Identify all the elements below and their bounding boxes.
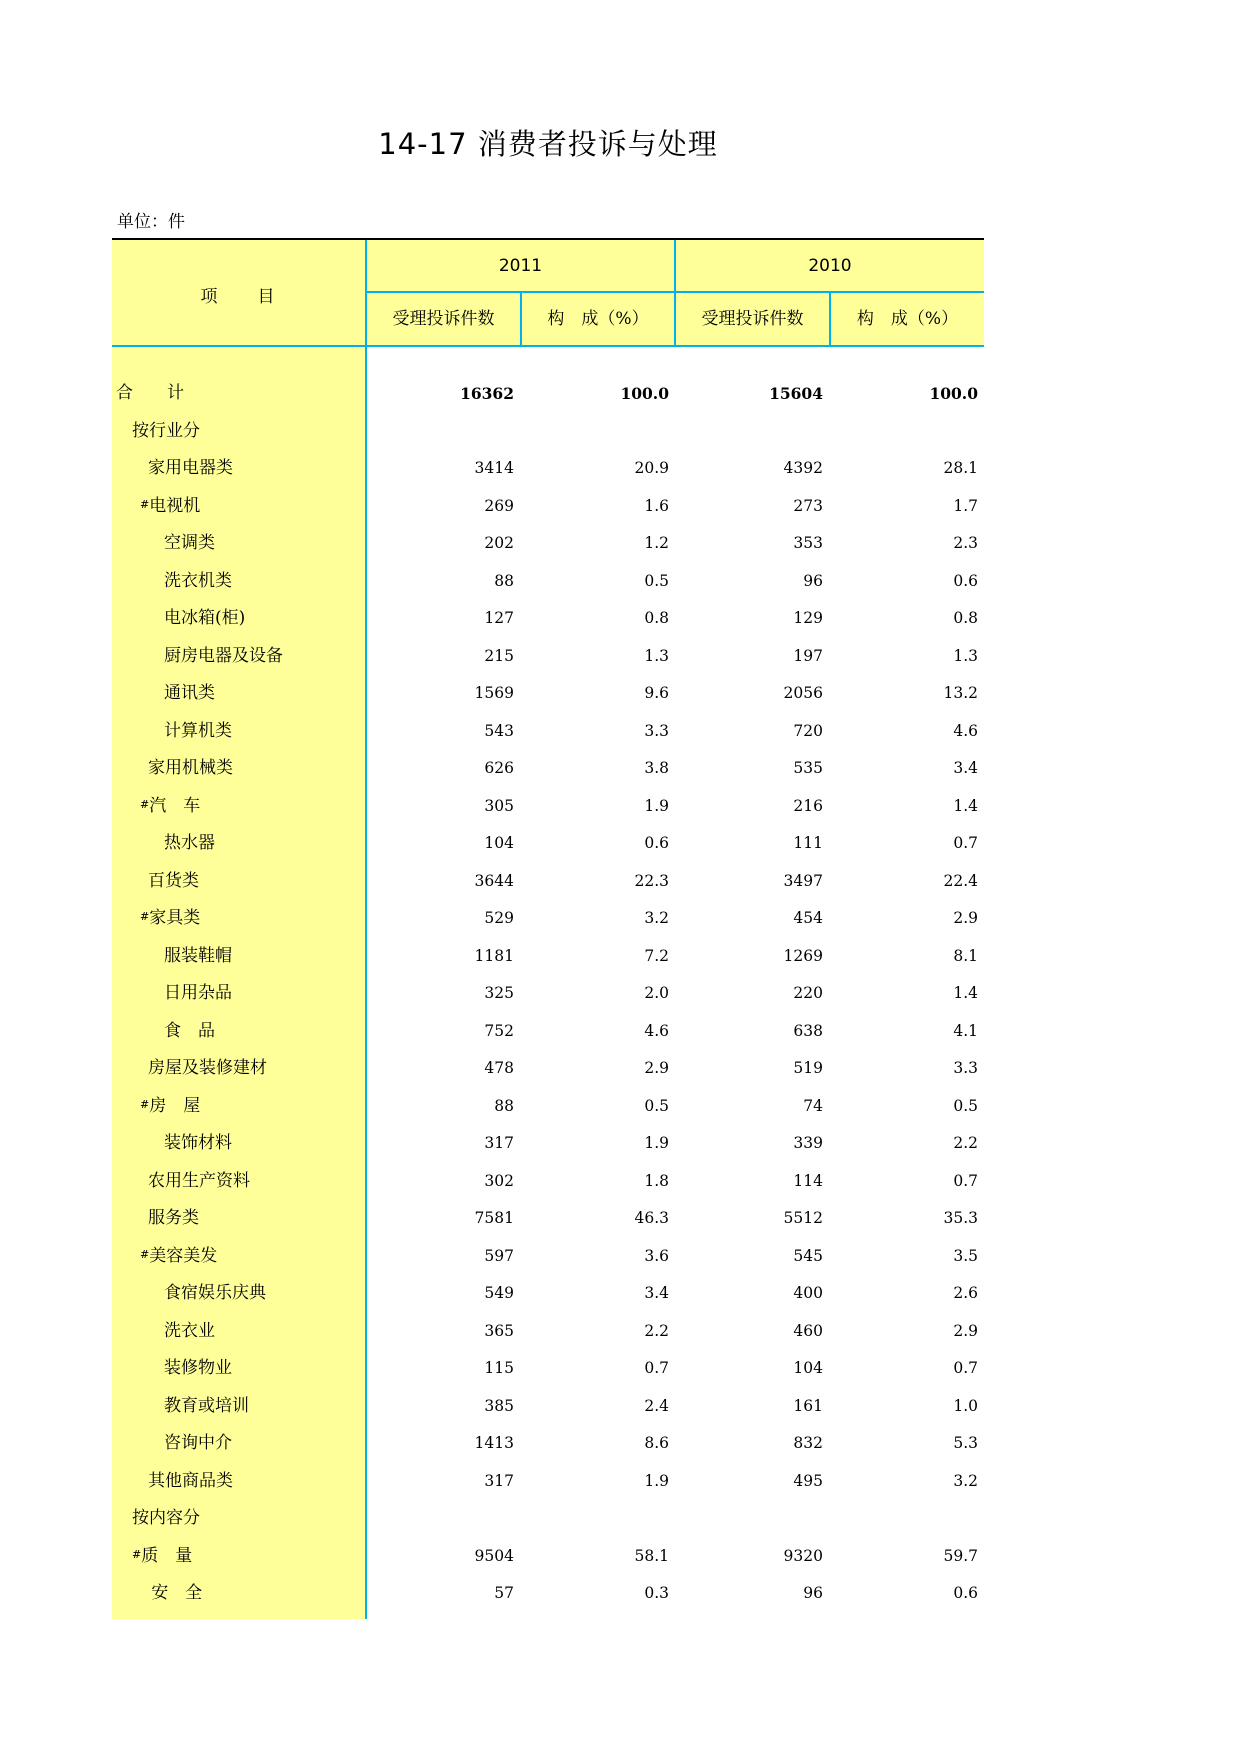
row-label-text: 房屋及装修建材 <box>148 1058 267 1078</box>
row-label-text: 电冰箱(柜) <box>164 608 246 628</box>
table-row <box>112 413 984 451</box>
table-row <box>112 1275 984 1313</box>
cell-2010-share: 3.4 <box>953 759 978 777</box>
row-label <box>151 1575 202 1613</box>
row-label-text: 其他商品类 <box>148 1470 233 1491</box>
cell-2011-share: 1.9 <box>644 1471 669 1490</box>
row-label <box>116 375 184 413</box>
year-2011-header: 2011 <box>367 240 674 292</box>
row-label <box>164 638 283 676</box>
cell-2011-count: 543 <box>484 721 514 740</box>
cell-2011-share: 2.2 <box>644 1321 669 1340</box>
cell-2010-count: 74 <box>803 1096 823 1115</box>
cell-2011-share: 0.5 <box>644 571 669 590</box>
cell-2011-count: 88 <box>494 1096 514 1115</box>
cell-2010-count: 96 <box>803 571 823 590</box>
table-row <box>112 1238 984 1276</box>
table-row <box>112 563 984 601</box>
cell-2010-count: 96 <box>803 1584 823 1602</box>
cell-2010-count: 216 <box>793 796 823 815</box>
row-label-text: 安 全 <box>151 1583 203 1603</box>
row-label-text: 按内容分 <box>132 1508 200 1528</box>
row-label-text: 服务类 <box>148 1208 199 1228</box>
footnote-mark: # <box>140 1097 150 1111</box>
table-row <box>112 1538 984 1576</box>
cell-2011-count: 317 <box>484 1134 514 1152</box>
cell-2011-share: 3.3 <box>644 721 669 740</box>
cell-2010-count: 1269 <box>783 946 823 965</box>
table-row <box>112 1013 984 1051</box>
table-row <box>112 788 984 826</box>
cell-2011-share: 7.2 <box>644 946 669 965</box>
row-label <box>164 1275 266 1313</box>
row-label-text: 质 量 <box>141 1545 193 1566</box>
row-label <box>164 1125 232 1163</box>
table-row <box>112 1313 984 1351</box>
header-divider <box>674 240 676 347</box>
row-label-text: 装饰材料 <box>164 1133 232 1153</box>
table-row <box>112 1463 984 1501</box>
cell-2010-share: 1.0 <box>953 1396 978 1415</box>
row-label <box>140 488 200 526</box>
row-label-text: 食宿娱乐庆典 <box>164 1283 266 1303</box>
item-header: 项 目 <box>200 287 277 307</box>
cell-2011-share: 20.9 <box>634 459 669 477</box>
row-label <box>164 1425 232 1463</box>
cell-2010-share: 22.4 <box>943 871 978 890</box>
table-row <box>112 638 984 676</box>
table-row <box>112 938 984 976</box>
row-label-text: 日用杂品 <box>164 983 232 1003</box>
cell-2011-count: 1413 <box>474 1434 514 1452</box>
cell-2010-count: 535 <box>793 759 823 777</box>
cell-2010-share: 2.9 <box>953 1321 978 1340</box>
cell-2011-share: 0.5 <box>644 1096 669 1115</box>
cell-2010-share: 4.1 <box>953 1021 978 1040</box>
cell-2011-count: 1181 <box>474 946 514 965</box>
row-label <box>148 450 233 488</box>
row-label-text: 汽 车 <box>149 795 201 816</box>
cell-2011-count: 365 <box>484 1321 514 1340</box>
table-row <box>112 975 984 1013</box>
cell-2011-count: 269 <box>484 496 514 515</box>
sub-header-2010-count: 受理投诉件数 <box>676 293 829 345</box>
table-row <box>112 750 984 788</box>
table-row <box>112 675 984 713</box>
row-label-text: 装修物业 <box>164 1358 232 1378</box>
cell-2010-share: 1.4 <box>953 796 978 815</box>
footnote-mark: # <box>132 1547 142 1561</box>
sub-header-2010-share: 构 成（%） <box>831 293 984 345</box>
cell-2010-count: 273 <box>793 496 823 515</box>
row-label-text: 厨房电器及设备 <box>164 645 283 666</box>
cell-2010-share: 1.7 <box>953 496 978 515</box>
cell-2011-share: 1.2 <box>644 534 669 552</box>
table-row <box>112 1425 984 1463</box>
row-label <box>164 938 232 976</box>
cell-2010-share: 3.5 <box>953 1246 978 1265</box>
row-label <box>164 600 245 638</box>
row-label-text: 洗衣业 <box>164 1320 215 1341</box>
cell-2011-count: 385 <box>484 1396 514 1415</box>
row-label <box>148 1200 199 1238</box>
cell-2011-count: 478 <box>484 1059 514 1077</box>
row-label <box>140 900 200 938</box>
row-label <box>164 975 232 1013</box>
row-label <box>164 713 232 751</box>
cell-2011-count: 115 <box>484 1359 514 1377</box>
sub-header-2011-count: 受理投诉件数 <box>367 293 520 345</box>
row-label-text: 空调类 <box>164 533 215 553</box>
row-label <box>132 1538 192 1576</box>
cell-2011-share: 2.0 <box>644 984 669 1002</box>
item-header-cell <box>112 240 365 345</box>
cell-2011-count: 3644 <box>474 871 514 890</box>
row-label-text: 家具类 <box>149 908 201 928</box>
row-label <box>164 1388 249 1426</box>
table-row <box>112 825 984 863</box>
cell-2010-share: 3.3 <box>953 1059 978 1077</box>
table-header <box>112 238 984 347</box>
footnote-mark: # <box>140 910 150 923</box>
page-title: 14-17 消费者投诉与处理 <box>378 127 718 161</box>
row-label-text: 家用机械类 <box>148 758 233 778</box>
cell-2010-share: 0.6 <box>953 1584 978 1602</box>
row-label <box>164 525 215 563</box>
cell-2011-share: 46.3 <box>634 1209 669 1227</box>
row-label-text: 农用生产资料 <box>148 1170 250 1191</box>
table-row <box>112 375 984 413</box>
table-row <box>112 488 984 526</box>
cell-2010-count: 638 <box>793 1021 823 1040</box>
cell-2011-share: 22.3 <box>634 871 669 890</box>
cell-2010-share: 0.7 <box>953 1171 978 1190</box>
cell-2010-share: 28.1 <box>943 459 978 477</box>
cell-2010-count: 15604 <box>769 384 823 403</box>
row-label <box>164 1313 215 1351</box>
cell-2010-count: 460 <box>793 1321 823 1340</box>
table-row <box>112 1200 984 1238</box>
cell-2011-count: 317 <box>484 1471 514 1490</box>
row-label-text: 洗衣机类 <box>164 570 232 591</box>
footnote-mark: # <box>140 1247 150 1261</box>
cell-2011-count: 215 <box>484 646 514 665</box>
cell-2011-count: 57 <box>494 1584 514 1602</box>
cell-2010-share: 13.2 <box>943 684 978 702</box>
cell-2010-share: 3.2 <box>953 1471 978 1490</box>
table-row <box>112 1125 984 1163</box>
row-label <box>164 1350 232 1388</box>
header-divider <box>365 240 367 347</box>
cell-2011-share: 58.1 <box>634 1546 669 1565</box>
table-row <box>112 1388 984 1426</box>
row-label <box>132 1500 200 1538</box>
row-label-text: 服装鞋帽 <box>164 945 232 966</box>
cell-2010-share: 59.7 <box>943 1546 978 1565</box>
cell-2010-share: 2.2 <box>953 1134 978 1152</box>
cell-2011-count: 597 <box>484 1246 514 1265</box>
cell-2011-count: 7581 <box>474 1209 514 1227</box>
row-label-text: 通讯类 <box>164 683 215 703</box>
cell-2010-count: 197 <box>793 646 823 665</box>
cell-2010-share: 8.1 <box>953 946 978 965</box>
row-label <box>164 563 232 601</box>
cell-2010-share: 5.3 <box>953 1434 978 1452</box>
row-label-text: 美容美发 <box>149 1245 218 1266</box>
table-row <box>112 863 984 901</box>
table-row <box>112 1050 984 1088</box>
cell-2010-count: 832 <box>793 1434 823 1452</box>
row-label-text: 合 计 <box>116 383 184 403</box>
cell-2010-share: 35.3 <box>943 1209 978 1227</box>
header-divider <box>520 293 522 347</box>
cell-2011-share: 8.6 <box>644 1434 669 1452</box>
cell-2011-share: 0.8 <box>644 609 669 627</box>
cell-2011-count: 305 <box>484 796 514 815</box>
row-label-text: 食 品 <box>164 1020 215 1041</box>
row-label <box>148 1463 233 1501</box>
cell-2010-share: 100.0 <box>929 384 978 403</box>
cell-2011-share: 3.4 <box>644 1284 669 1302</box>
row-label <box>148 1050 267 1088</box>
cell-2010-count: 9320 <box>783 1546 823 1565</box>
year-2010-header: 2010 <box>676 240 984 292</box>
row-label <box>164 1013 215 1051</box>
cell-2011-share: 3.2 <box>644 909 669 927</box>
cell-2010-share: 1.4 <box>953 984 978 1002</box>
cell-2011-share: 1.9 <box>644 796 669 815</box>
row-label-text: 百货类 <box>148 870 199 891</box>
cell-2011-share: 4.6 <box>644 1021 669 1040</box>
cell-2010-count: 339 <box>793 1134 823 1152</box>
footnote-mark: # <box>140 497 150 511</box>
cell-2011-count: 752 <box>484 1021 514 1040</box>
cell-2011-count: 325 <box>484 984 514 1002</box>
cell-2011-share: 3.6 <box>644 1246 669 1265</box>
table-row <box>112 900 984 938</box>
cell-2011-count: 549 <box>484 1284 514 1302</box>
cell-2010-share: 0.6 <box>953 571 978 590</box>
table-row <box>112 1163 984 1201</box>
row-label-text: 计算机类 <box>164 720 232 741</box>
cell-2010-count: 3497 <box>783 871 823 890</box>
row-label <box>140 1238 217 1276</box>
cell-2010-count: 5512 <box>783 1209 823 1227</box>
table-row <box>112 600 984 638</box>
unit-label: 单位：件 <box>117 212 185 232</box>
cell-2010-count: 2056 <box>783 684 823 702</box>
cell-2010-share: 0.7 <box>953 834 978 852</box>
cell-2010-share: 4.6 <box>953 721 978 740</box>
cell-2011-share: 1.8 <box>644 1171 669 1190</box>
table-row <box>112 1575 984 1613</box>
cell-2011-count: 88 <box>494 571 514 590</box>
cell-2011-count: 1569 <box>474 684 514 702</box>
cell-2011-count: 16362 <box>460 384 514 403</box>
cell-2010-count: 4392 <box>783 459 823 477</box>
row-label-text: 家用电器类 <box>148 458 233 478</box>
cell-2010-share: 2.6 <box>953 1284 978 1302</box>
row-label <box>164 675 215 713</box>
row-label <box>140 788 200 826</box>
cell-2011-share: 1.9 <box>644 1134 669 1152</box>
cell-2010-count: 353 <box>793 534 823 552</box>
cell-2010-share: 0.8 <box>953 609 978 627</box>
row-label <box>132 413 200 451</box>
table-row <box>112 713 984 751</box>
cell-2010-count: 104 <box>793 1359 823 1377</box>
cell-2010-share: 2.9 <box>953 909 978 927</box>
cell-2011-share: 9.6 <box>644 684 669 702</box>
cell-2011-share: 2.9 <box>644 1059 669 1077</box>
cell-2010-count: 161 <box>793 1396 823 1415</box>
table-row <box>112 1500 984 1538</box>
cell-2011-count: 127 <box>484 609 514 627</box>
cell-2011-share: 2.4 <box>644 1396 669 1415</box>
footnote-mark: # <box>140 797 150 811</box>
cell-2010-count: 111 <box>793 834 823 852</box>
cell-2011-count: 302 <box>484 1171 514 1190</box>
table-row <box>112 525 984 563</box>
cell-2011-share: 0.3 <box>644 1584 669 1602</box>
row-label <box>164 825 215 863</box>
cell-2011-count: 626 <box>484 759 514 777</box>
cell-2011-share: 1.6 <box>644 496 669 515</box>
data-table <box>112 238 984 1613</box>
cell-2010-count: 720 <box>793 721 823 740</box>
cell-2010-share: 1.3 <box>953 646 978 665</box>
cell-2011-share: 3.8 <box>644 759 669 777</box>
cell-2011-share: 0.6 <box>644 834 669 852</box>
table-body <box>112 347 984 1613</box>
cell-2011-count: 9504 <box>474 1546 514 1565</box>
cell-2011-share: 1.3 <box>644 646 669 665</box>
cell-2011-count: 529 <box>484 909 514 927</box>
cell-2010-share: 0.5 <box>953 1096 978 1115</box>
cell-2010-count: 545 <box>793 1246 823 1265</box>
cell-2011-count: 202 <box>484 534 514 552</box>
table-row <box>112 450 984 488</box>
cell-2011-count: 104 <box>484 834 514 852</box>
cell-2010-count: 129 <box>793 609 823 627</box>
cell-2010-count: 519 <box>793 1059 823 1077</box>
row-label <box>148 750 233 788</box>
cell-2011-share: 100.0 <box>620 384 669 403</box>
cell-2010-share: 0.7 <box>953 1359 978 1377</box>
header-divider <box>367 291 984 293</box>
cell-2011-share: 0.7 <box>644 1359 669 1377</box>
row-label-text: 房 屋 <box>149 1095 201 1116</box>
table-row <box>112 1350 984 1388</box>
cell-2010-share: 2.3 <box>953 534 978 552</box>
cell-2010-count: 220 <box>793 984 823 1002</box>
row-label <box>148 863 199 901</box>
cell-2010-count: 400 <box>793 1284 823 1302</box>
row-label-text: 热水器 <box>164 833 215 853</box>
row-label-text: 咨询中介 <box>164 1433 232 1453</box>
cell-2010-count: 495 <box>793 1471 823 1490</box>
sub-header-2011-share: 构 成（%） <box>522 293 674 345</box>
row-label-text: 按行业分 <box>132 420 200 441</box>
row-label-text: 教育或培训 <box>164 1395 249 1416</box>
row-label <box>148 1163 250 1201</box>
table-row <box>112 1088 984 1126</box>
row-label <box>140 1088 200 1126</box>
row-label-text: 电视机 <box>149 495 201 516</box>
cell-2011-count: 3414 <box>474 459 514 477</box>
header-divider <box>829 293 831 347</box>
cell-2010-count: 114 <box>793 1171 823 1190</box>
cell-2010-count: 454 <box>793 909 823 927</box>
